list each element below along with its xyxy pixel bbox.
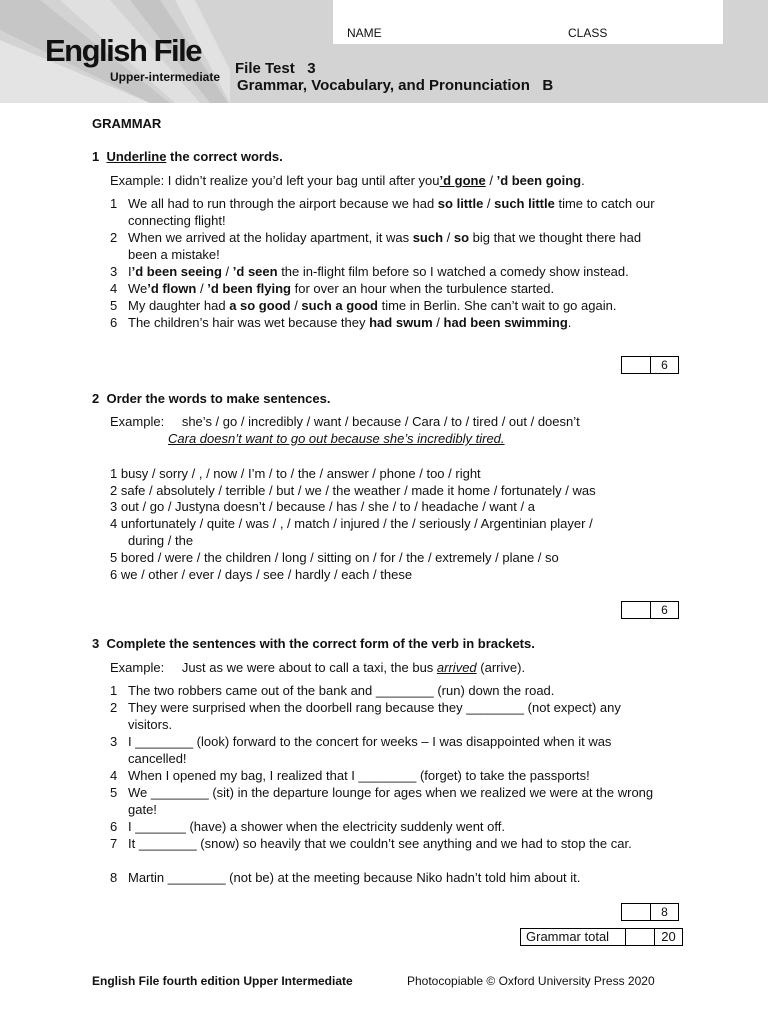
q2-instruction: [92, 390, 330, 407]
q1-option-1[interactable]: a so good: [229, 298, 291, 313]
test-subtitle: Grammar, Vocabulary, and Pronunciation B: [237, 77, 554, 94]
footer-copyright: Photocopiable © Oxford University Press 2020: [407, 974, 655, 988]
q2-item: 1 busy / sorry / , / now / I’m / to / the / answer / phone / too / right: [110, 466, 481, 481]
q3-item-number: 4: [110, 768, 118, 783]
q1-number: 1: [92, 149, 100, 164]
q2-score-input[interactable]: [622, 602, 651, 618]
q1-option-1[interactable]: ’d been seeing: [131, 264, 222, 279]
q1-example-answer: ’d gone: [439, 173, 486, 188]
q1-item-number: 1: [110, 196, 118, 211]
q1-score-max: 6: [661, 358, 668, 372]
q1-item: We all had to run through the airport because we had so little / such little time to catch our connecting flight!: [128, 196, 655, 228]
q3-item-number: 5: [110, 785, 118, 800]
name-class-box: [333, 0, 723, 44]
q1-option-2[interactable]: such a good: [301, 298, 378, 313]
class-label: CLASS: [568, 26, 608, 40]
q3-example-verb: (arrive).: [476, 660, 526, 675]
q1-option-2[interactable]: such little: [494, 196, 555, 211]
q3-score-max: 8: [661, 905, 668, 919]
q1-instr-underline: Underline: [106, 149, 167, 164]
q1-item: I’d been seeing / ’d seen the in-flight film before so I watched a comedy show instead.: [128, 264, 629, 279]
q3-example-label: Example:: [110, 660, 165, 675]
q1-score-input[interactable]: [622, 357, 651, 373]
q1-item-number: 6: [110, 315, 118, 330]
q3-item-number: 6: [110, 819, 118, 834]
q3-item: It ________ (snow) so heavily that we couldn’t see anything and we had to stop the car.: [128, 836, 632, 851]
q2-example-label: Example:: [110, 414, 165, 429]
q3-item-number: 1: [110, 683, 118, 698]
q1-option-1[interactable]: ’d flown: [147, 281, 197, 296]
q2-item: 5 bored / were / the children / long / sitting on / for / the / extremely / plane / so: [110, 550, 559, 565]
q1-item-number: 5: [110, 298, 118, 313]
q1-example: [110, 172, 585, 189]
grammar-total-max: 20: [661, 929, 676, 944]
q3-score-box: [621, 903, 679, 921]
q1-option-1[interactable]: had swum: [369, 315, 433, 330]
section-title: GRAMMAR: [92, 116, 162, 131]
q1-item: When we arrived at the holiday apartment, it was such / so big that we thought there had been a mistake!: [128, 230, 642, 262]
q2-score-box: [621, 601, 679, 619]
q1-option-2[interactable]: ’d been flying: [207, 281, 292, 296]
q1-option-1[interactable]: such: [412, 230, 444, 245]
footer-edition: English File fourth edition Upper Intermediate: [92, 974, 353, 988]
q2-instr-text: Order the words to make sentences.: [106, 391, 331, 406]
q1-instruction: [92, 148, 283, 165]
q3-item: We ________ (sit) in the departure lounge for ages when we realized we were at the wrong gate!: [128, 785, 654, 817]
name-label: NAME: [347, 26, 382, 40]
q1-item: My daughter had a so good / such a good time in Berlin. She can’t wait to go again.: [128, 298, 617, 313]
q1-example-end: .: [581, 173, 585, 188]
q3-item: I _______ (have) a shower when the electricity suddenly went off.: [128, 819, 505, 834]
q3-score-input[interactable]: [622, 904, 651, 920]
page-header: [0, 0, 768, 103]
q1-example-option: ’d been going: [496, 173, 582, 188]
q3-instruction: [92, 635, 535, 652]
q2-item-continued: during / the: [128, 533, 194, 548]
q3-item: I ________ (look) forward to the concert for weeks – I was disappointed when it was cancelled!: [128, 734, 612, 766]
q3-item-number: 8: [110, 870, 118, 885]
q1-instr-rest: the correct words.: [166, 149, 283, 164]
q1-option-1[interactable]: so little: [437, 196, 484, 211]
q1-example-text: Example: I didn’t realize you’d left your bag until after you: [110, 173, 440, 188]
q3-example-text: Just as we were about to call a taxi, the bus: [181, 660, 437, 675]
q3-item: Martin ________ (not be) at the meeting because Niko hadn’t told him about it.: [128, 870, 581, 885]
q2-item: 2 safe / absolutely / terrible / but / we / the weather / made it home / fortunately / was: [110, 483, 596, 498]
q3-item: The two robbers came out of the bank and ________ (run) down the road.: [128, 683, 555, 698]
q1-option-2[interactable]: so: [453, 230, 470, 245]
q3-example: [110, 659, 525, 676]
grammar-total-label: Grammar total: [521, 929, 626, 945]
q2-example: [110, 413, 580, 430]
q2-number: 2: [92, 391, 100, 406]
q3-number: 3: [92, 636, 100, 651]
q1-score-box: [621, 356, 679, 374]
logo-subtitle: Upper-intermediate: [110, 70, 221, 84]
q1-item: We’d flown / ’d been flying for over an hour when the turbulence started.: [128, 281, 555, 296]
q1-option-2[interactable]: had been swimming: [443, 315, 568, 330]
grammar-total-input[interactable]: [626, 929, 655, 945]
q1-example-sep: /: [485, 173, 497, 188]
q3-item: They were surprised when the doorbell rang because they ________ (not expect) any visitors.: [128, 700, 621, 732]
q2-item: 6 we / other / ever / days / see / hardly / each / these: [110, 567, 413, 582]
q2-example-answer: Cara doesn’t want to go out because she’s incredibly tired.: [168, 431, 505, 446]
grammar-total-box: [520, 928, 683, 946]
q3-example-answer: arrived: [436, 660, 477, 675]
q2-item: 4 unfortunately / quite / was / , / match / injured / the / seriously / Argentinian player /: [110, 516, 593, 531]
q1-item-number: 2: [110, 230, 118, 245]
test-title: File Test 3: [235, 60, 316, 77]
q2-example-words: she’s / go / incredibly / want / because / Cara / to / tired / out / doesn’t: [181, 414, 580, 429]
q2-item: 3 out / go / Justyna doesn’t / because / has / she / to / headache / want / a: [110, 499, 535, 514]
q3-item-number: 3: [110, 734, 118, 749]
q1-item-number: 4: [110, 281, 118, 296]
q1-item-number: 3: [110, 264, 118, 279]
q3-item: When I opened my bag, I realized that I ________ (forget) to take the passports!: [128, 768, 590, 783]
q1-option-2[interactable]: ’d seen: [232, 264, 278, 279]
q3-item-number: 2: [110, 700, 118, 715]
q3-instr-text: Complete the sentences with the correct form of the verb in brackets.: [106, 636, 535, 651]
q2-score-max: 6: [661, 603, 668, 617]
q1-item: The children’s hair was wet because they had swum / had been swimming.: [128, 315, 572, 330]
q3-item-number: 7: [110, 836, 118, 851]
logo-title: English File: [45, 33, 201, 68]
